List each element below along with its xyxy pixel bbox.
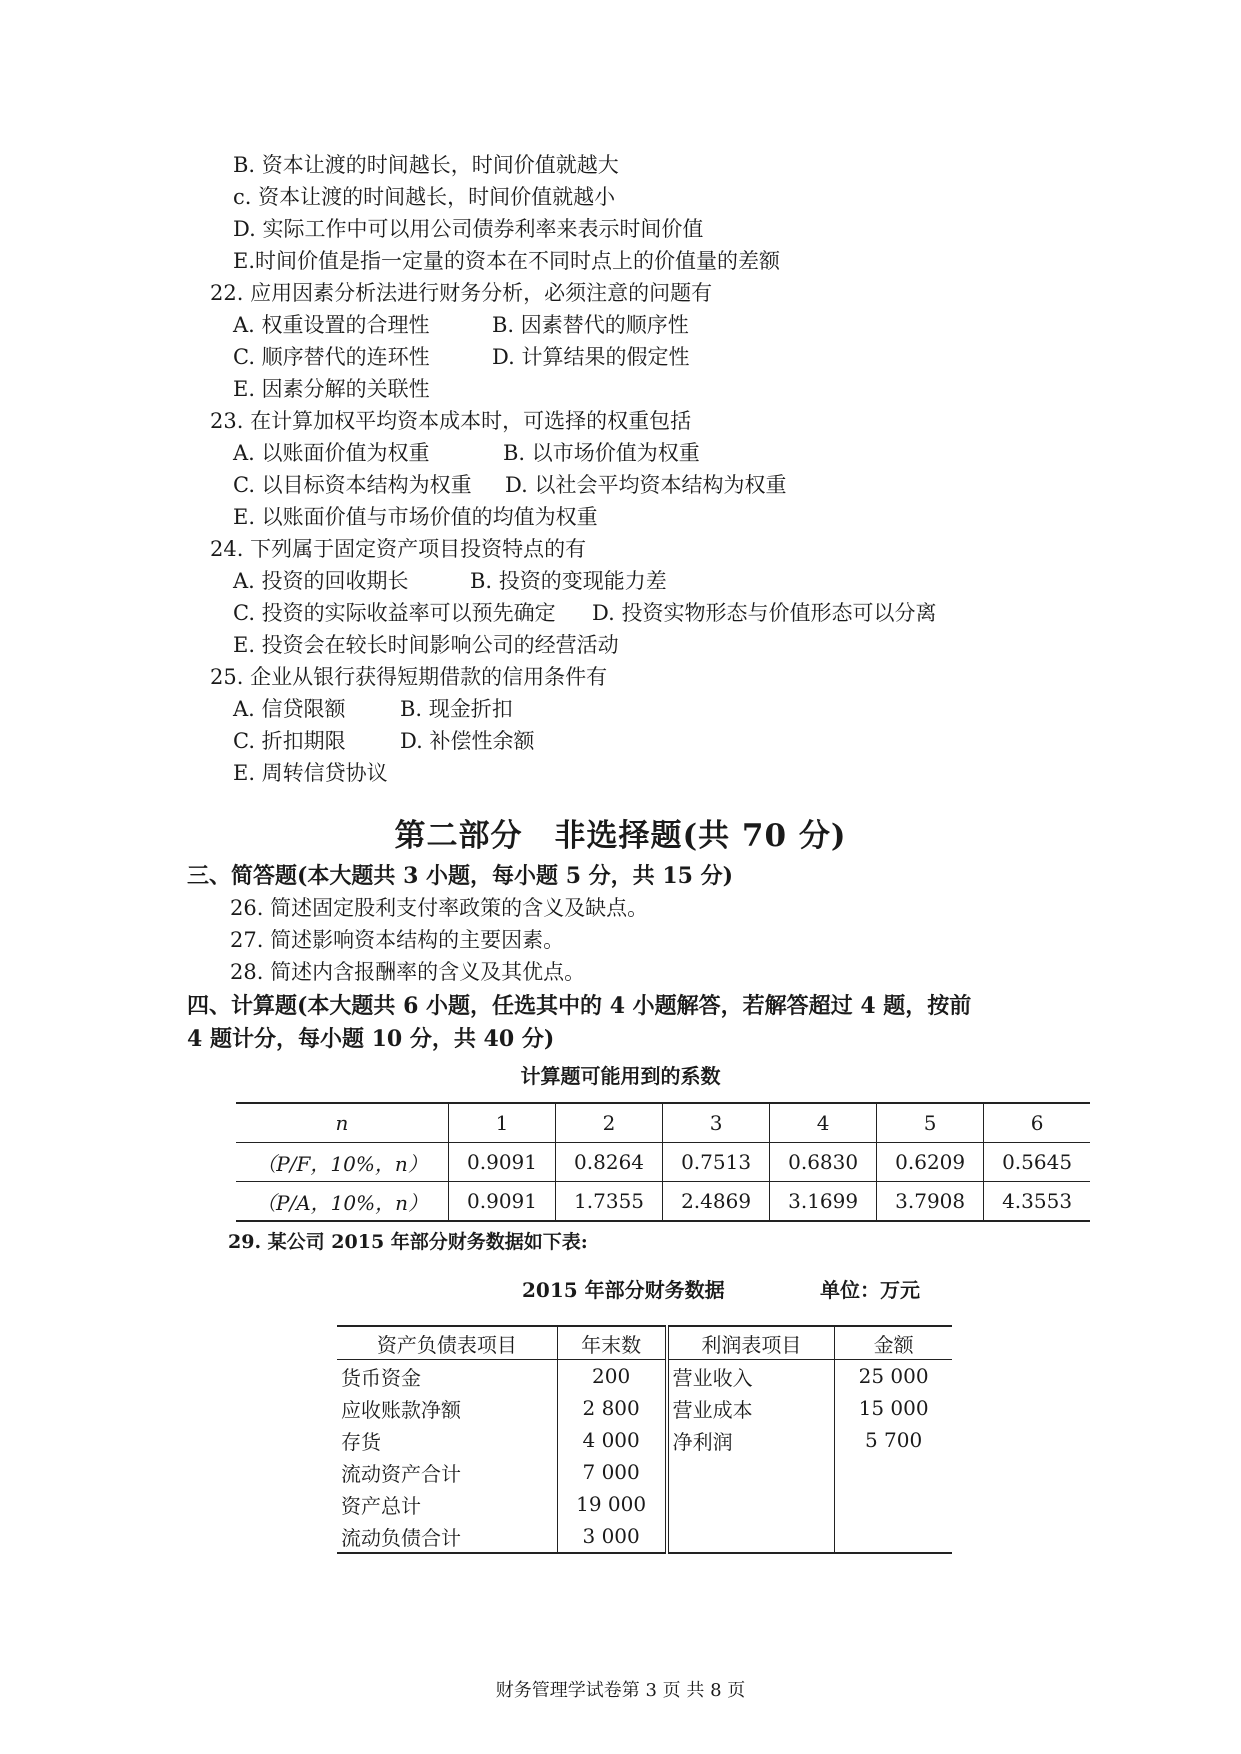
q29-stem: 29. 某公司 2015 年部分财务数据如下表: bbox=[228, 1231, 588, 1253]
q23-option-c: C. 以目标资本结构为权重 bbox=[233, 473, 472, 497]
q22-option-a: A. 权重设置的合理性 bbox=[233, 313, 430, 337]
table-cell: 4 000 bbox=[557, 1424, 666, 1456]
fin-table-title: 2015 年部分财务数据 bbox=[522, 1278, 725, 1302]
table-cell: 25 000 bbox=[835, 1360, 952, 1393]
table-header-cell: 1 bbox=[449, 1103, 556, 1143]
coefficient-table-header-row bbox=[236, 1103, 1090, 1143]
table-cell: 0.6830 bbox=[770, 1143, 877, 1182]
table-row bbox=[337, 1360, 952, 1393]
table-cell: 应收账款净额 bbox=[341, 1397, 461, 1422]
table-header-cell: 年末数 bbox=[557, 1326, 666, 1360]
table-header-cell: 资产负债表项目 bbox=[337, 1326, 557, 1360]
fin-table-unit: 单位：万元 bbox=[820, 1278, 920, 1302]
q23-option-b: B. 以市场价值为权重 bbox=[503, 441, 700, 465]
table-cell bbox=[835, 1488, 952, 1520]
table-header-cell: 5 bbox=[877, 1103, 984, 1143]
q21-option-e: E.时间价值是指一定量的资本在不同时点上的价值量的差额 bbox=[233, 249, 781, 273]
table-cell: 2.4869 bbox=[663, 1182, 770, 1222]
page-footer: 财务管理学试卷第 3 页 共 8 页 bbox=[495, 1680, 746, 1701]
table-cell: 0.9091 bbox=[449, 1182, 556, 1222]
q21-option-b: B. 资本让渡的时间越长，时间价值就越大 bbox=[233, 153, 619, 177]
table-cell: 0.5645 bbox=[984, 1143, 1090, 1182]
q25-option-c: C. 折扣期限 bbox=[233, 729, 346, 753]
table-cell: 5 700 bbox=[835, 1424, 952, 1456]
table-cell bbox=[835, 1456, 952, 1488]
table-row bbox=[337, 1424, 952, 1456]
q24-stem: 24. 下列属于固定资产项目投资特点的有 bbox=[210, 537, 587, 561]
table-header-cell: n bbox=[236, 1103, 449, 1143]
q22-option-d: D. 计算结果的假定性 bbox=[492, 345, 690, 369]
table-cell: 3.1699 bbox=[770, 1182, 877, 1222]
table-cell: 0.8264 bbox=[556, 1143, 663, 1182]
table-cell: （P/F，10%，n） bbox=[236, 1143, 449, 1182]
q21-option-d: D. 实际工作中可以用公司债券利率来表示时间价值 bbox=[233, 217, 704, 241]
q24-option-a: A. 投资的回收期长 bbox=[233, 569, 409, 593]
table-cell: 3.7908 bbox=[877, 1182, 984, 1222]
table-row bbox=[236, 1182, 1090, 1222]
table-cell: 存货 bbox=[341, 1429, 381, 1454]
table-cell: 1.7355 bbox=[556, 1182, 663, 1222]
table-row bbox=[236, 1143, 1090, 1182]
table-cell: 0.6209 bbox=[877, 1143, 984, 1182]
q22-stem: 22. 应用因素分析法进行财务分析，必须注意的问题有 bbox=[210, 281, 713, 305]
table-cell: 货币资金 bbox=[341, 1365, 421, 1390]
table-cell: 营业成本 bbox=[667, 1392, 835, 1424]
table-cell bbox=[667, 1520, 835, 1553]
table-cell bbox=[835, 1520, 952, 1553]
table-cell: 流动负债合计 bbox=[337, 1520, 557, 1553]
q24-option-b: B. 投资的变现能力差 bbox=[470, 569, 667, 593]
table-cell: 资产总计 bbox=[341, 1493, 421, 1518]
q28-text: 28. 简述内含报酬率的含义及其优点。 bbox=[230, 960, 586, 984]
q25-option-d: D. 补偿性余额 bbox=[400, 729, 535, 753]
table-cell: 15 000 bbox=[835, 1392, 952, 1424]
q24-option-e: E. 投资会在较长时间影响公司的经营活动 bbox=[233, 633, 619, 657]
table-cell: 0.7513 bbox=[663, 1143, 770, 1182]
q26-text: 26. 简述固定股利支付率政策的含义及缺点。 bbox=[230, 896, 649, 920]
q27-text: 27. 简述影响资本结构的主要因素。 bbox=[230, 928, 565, 952]
table-cell bbox=[667, 1488, 835, 1520]
q23-stem: 23. 在计算加权平均资本成本时，可选择的权重包括 bbox=[210, 409, 692, 433]
table-row bbox=[337, 1488, 952, 1520]
q24-option-d: D. 投资实物形态与价值形态可以分离 bbox=[592, 601, 937, 625]
table-cell: 200 bbox=[557, 1360, 666, 1393]
table-header-cell: 2 bbox=[556, 1103, 663, 1143]
table-cell: （P/A，10%，n） bbox=[236, 1182, 449, 1222]
table-cell: 净利润 bbox=[667, 1424, 835, 1456]
coefficient-table-title: 计算题可能用到的系数 bbox=[520, 1064, 721, 1088]
table-header-cell: 3 bbox=[663, 1103, 770, 1143]
part2-heading: 第二部分 非选择题(共 70 分) bbox=[394, 818, 847, 854]
table-cell: 流动资产合计 bbox=[341, 1461, 461, 1486]
q24-option-c: C. 投资的实际收益率可以预先确定 bbox=[233, 601, 556, 625]
q22-option-b: B. 因素替代的顺序性 bbox=[492, 313, 689, 337]
table-cell: 2 800 bbox=[557, 1392, 666, 1424]
section4-title-line2: 4 题计分，每小题 10 分，共 40 分) bbox=[187, 1026, 555, 1052]
financial-data-table bbox=[337, 1325, 952, 1554]
q25-option-e: E. 周转信贷协议 bbox=[233, 761, 388, 785]
table-cell: 7 000 bbox=[557, 1456, 666, 1488]
table-header-cell: 金额 bbox=[835, 1326, 952, 1360]
q25-stem: 25. 企业从银行获得短期借款的信用条件有 bbox=[210, 665, 608, 689]
q22-option-e: E. 因素分解的关联性 bbox=[233, 377, 430, 401]
table-header-cell: 6 bbox=[984, 1103, 1090, 1143]
table-header-cell: 利润表项目 bbox=[667, 1326, 835, 1360]
q23-option-e: E. 以账面价值与市场价值的均值为权重 bbox=[233, 505, 598, 529]
table-cell: 3 000 bbox=[557, 1520, 666, 1553]
table-cell: 营业收入 bbox=[667, 1360, 835, 1393]
table-cell: 0.9091 bbox=[449, 1143, 556, 1182]
table-cell: 4.3553 bbox=[984, 1182, 1090, 1222]
table-row bbox=[337, 1520, 952, 1553]
table-row bbox=[337, 1456, 952, 1488]
section4-title-line1: 四、计算题(本大题共 6 小题，任选其中的 4 小题解答，若解答超过 4 题，按前 bbox=[187, 993, 972, 1019]
section3-title: 三、简答题(本大题共 3 小题，每小题 5 分，共 15 分) bbox=[187, 863, 734, 889]
q23-option-a: A. 以账面价值为权重 bbox=[233, 441, 430, 465]
q23-option-d: D. 以社会平均资本结构为权重 bbox=[505, 473, 787, 497]
q22-option-c: C. 顺序替代的连环性 bbox=[233, 345, 430, 369]
q25-option-b: B. 现金折扣 bbox=[400, 697, 513, 721]
coefficient-table bbox=[236, 1102, 1090, 1222]
table-header-cell: 4 bbox=[770, 1103, 877, 1143]
table-cell: 19 000 bbox=[557, 1488, 666, 1520]
q21-option-c: c. 资本让渡的时间越长，时间价值就越小 bbox=[233, 185, 616, 209]
fin-table-header-row bbox=[337, 1326, 952, 1360]
table-cell bbox=[667, 1456, 835, 1488]
table-row bbox=[337, 1392, 952, 1424]
q25-option-a: A. 信贷限额 bbox=[233, 697, 346, 721]
